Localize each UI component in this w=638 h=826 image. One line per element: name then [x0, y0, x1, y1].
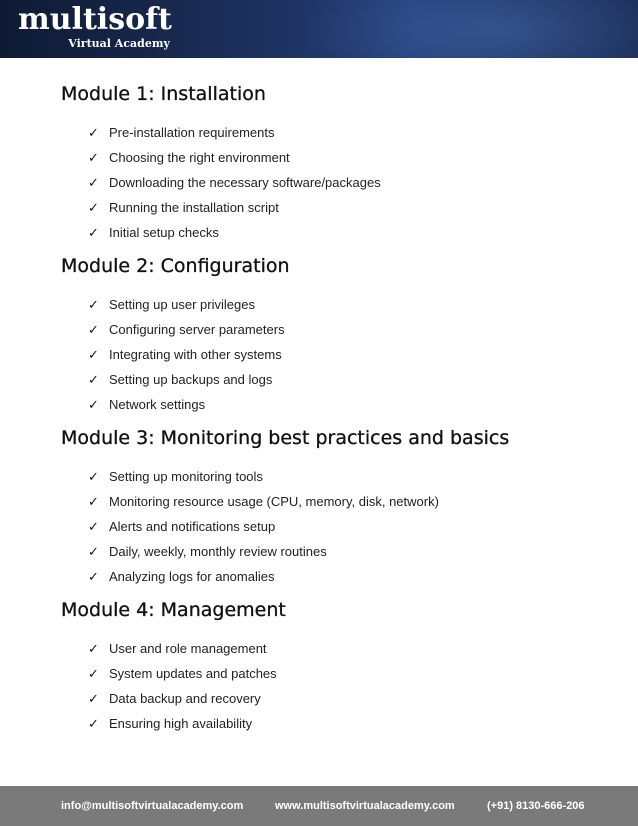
footer-phone-number[interactable]: (+91) 8130-666-206	[487, 800, 585, 812]
checkmark-icon: ✓	[88, 347, 99, 362]
checkmark-icon: ✓	[88, 544, 99, 559]
list-item	[88, 292, 601, 317]
module-title: Module 2: Configuration	[61, 255, 290, 277]
checkmark-icon: ✓	[88, 519, 99, 534]
checkmark-icon: ✓	[88, 322, 99, 337]
list-item	[88, 489, 601, 514]
checkmark-icon: ✓	[88, 494, 99, 509]
module-item-list	[61, 636, 601, 736]
list-item-text: Choosing the right environment	[109, 150, 290, 165]
list-item-text: Ensuring high availability	[109, 716, 253, 731]
list-item	[88, 120, 601, 145]
list-item-text: Setting up monitoring tools	[109, 469, 263, 484]
list-item-text: System updates and patches	[109, 666, 277, 681]
module-item-list	[61, 464, 601, 589]
list-item	[88, 392, 601, 417]
header-glow	[300, 0, 638, 58]
multisoft-logo[interactable]	[18, 4, 172, 51]
module-title: Module 3: Monitoring best practices and basics	[61, 427, 510, 449]
checkmark-icon: ✓	[88, 469, 99, 484]
footer-email-link[interactable]: info@multisoftvirtualacademy.com	[61, 800, 244, 812]
checkmark-icon: ✓	[88, 200, 99, 215]
list-item-text: Daily, weekly, monthly review routines	[109, 544, 327, 559]
list-item	[88, 342, 601, 367]
footer-website-link[interactable]: www.multisoftvirtualacademy.com	[275, 800, 455, 812]
list-item-text: Network settings	[109, 397, 206, 412]
list-item-text: User and role management	[109, 641, 267, 656]
checkmark-icon: ✓	[88, 641, 99, 656]
checkmark-icon: ✓	[88, 397, 99, 412]
list-item	[88, 539, 601, 564]
checkmark-icon: ✓	[88, 125, 99, 140]
list-item	[88, 195, 601, 220]
list-item-text: Downloading the necessary software/packages	[109, 175, 381, 190]
logo-tagline: Virtual Academy	[68, 37, 170, 50]
module-configuration	[61, 252, 601, 417]
checkmark-icon: ✓	[88, 691, 99, 706]
list-item	[88, 367, 601, 392]
checkmark-icon: ✓	[88, 150, 99, 165]
checkmark-icon: ✓	[88, 175, 99, 190]
module-item-list	[61, 120, 601, 245]
module-monitoring	[61, 424, 601, 589]
list-item	[88, 564, 601, 589]
list-item-text: Running the installation script	[109, 200, 279, 215]
checkmark-icon: ✓	[88, 569, 99, 584]
module-title: Module 4: Management	[61, 599, 286, 621]
checkmark-icon: ✓	[88, 716, 99, 731]
list-item	[88, 711, 601, 736]
module-management	[61, 596, 601, 736]
list-item	[88, 464, 601, 489]
list-item-text: Configuring server parameters	[109, 322, 285, 337]
list-item-text: Integrating with other systems	[109, 347, 282, 362]
module-item-list	[61, 292, 601, 417]
list-item	[88, 636, 601, 661]
checkmark-icon: ✓	[88, 666, 99, 681]
list-item-text: Setting up user privileges	[109, 297, 255, 312]
list-item-text: Alerts and notifications setup	[109, 519, 276, 534]
list-item-text: Analyzing logs for anomalies	[109, 569, 275, 584]
checkmark-icon: ✓	[88, 372, 99, 387]
list-item-text: Initial setup checks	[109, 225, 219, 240]
list-item-text: Data backup and recovery	[109, 691, 261, 706]
list-item	[88, 686, 601, 711]
checkmark-icon: ✓	[88, 297, 99, 312]
module-installation	[61, 80, 601, 245]
module-title: Module 1: Installation	[61, 83, 266, 105]
list-item	[88, 220, 601, 245]
list-item	[88, 514, 601, 539]
list-item	[88, 170, 601, 195]
logo-brand-name: multisoft	[18, 2, 172, 37]
course-content	[61, 80, 601, 736]
page-footer	[0, 786, 638, 826]
checkmark-icon: ✓	[88, 225, 99, 240]
list-item-text: Setting up backups and logs	[109, 372, 273, 387]
list-item-text: Monitoring resource usage (CPU, memory, disk, network)	[109, 494, 439, 509]
list-item	[88, 317, 601, 342]
page-header	[0, 0, 638, 58]
list-item	[88, 145, 601, 170]
list-item-text: Pre-installation requirements	[109, 125, 275, 140]
list-item	[88, 661, 601, 686]
